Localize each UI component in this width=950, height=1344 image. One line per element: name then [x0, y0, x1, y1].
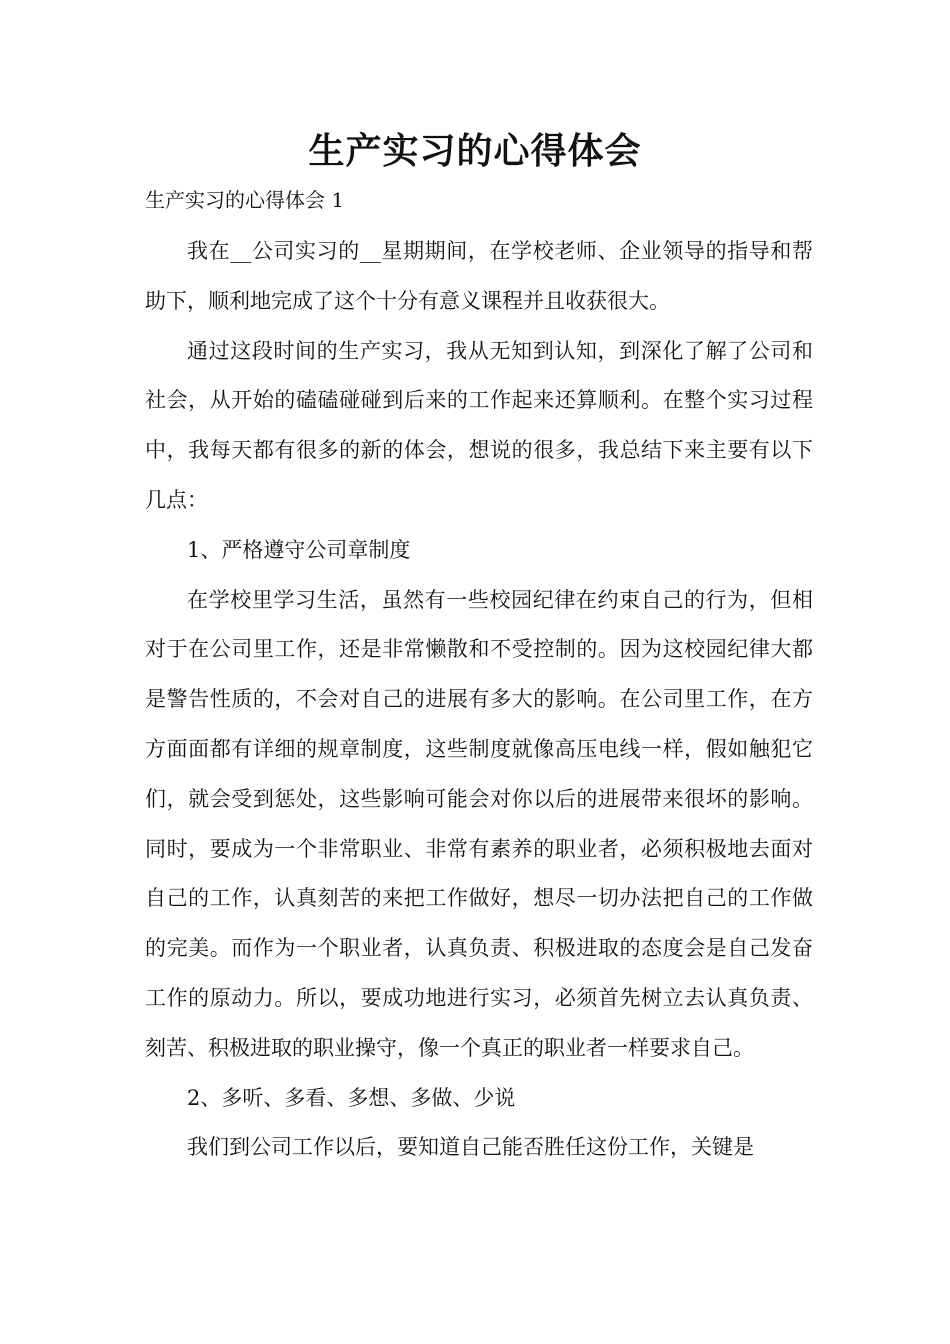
- paragraph-work: 我们到公司工作以后，要知道自己能否胜任这份工作，关键是: [187, 1135, 754, 1160]
- section-heading-1: 1、严格遵守公司章制度: [187, 537, 411, 562]
- paragraph-rules: 在学校里学习生活，虽然有一些校园纪律在约束自己的行为，但相对于在公司里工作，还是非常懒散和不受控制的。因为这校园纪律大都是警告性质的，不会对自己的进展有多大的影响。在公司里工作，在方方面面都有详细的规章制度，这些制度就像高压电线一样，假如触犯它们，就会受到惩处，这些影响可能会对你以后的进展带来很坏的影响。同时，要成为一个非常职业、非常有素养的职业者，必须积极地去面对自己的工作，认真刻苦的来把工作做好，想尽一切办法把自己的工作做的完美。而作为一个职业者，认真负责、积极进取的态度会是自己发奋工作的原动力。所以，要成功地进行实习，必须首先树立去认真负责、刻苦、积极进取的职业操守，像一个真正的职业者一样要求自己。: [145, 587, 813, 1060]
- section-subtitle: 生产实习的心得体会 1: [145, 188, 345, 212]
- document-title: 生产实习的心得体会: [308, 131, 642, 172]
- paragraph-intro: 我在__公司实习的__星期期间，在学校老师、企业领导的指导和帮助下，顺利地完成了这个十分有意义课程并且收获很大。: [145, 239, 813, 313]
- document-body: [145, 227, 813, 1173]
- paragraph-summary: 通过这段时间的生产实习，我从无知到认知，到深化了解了公司和社会，从开始的磕磕碰碰到后来的工作起来还算顺利。在整个实习过程中，我每天都有很多的新的体会，想说的很多，我总结下来主要有以下几点：: [145, 338, 813, 512]
- section-heading-2: 2、多听、多看、多想、多做、少说: [187, 1085, 516, 1110]
